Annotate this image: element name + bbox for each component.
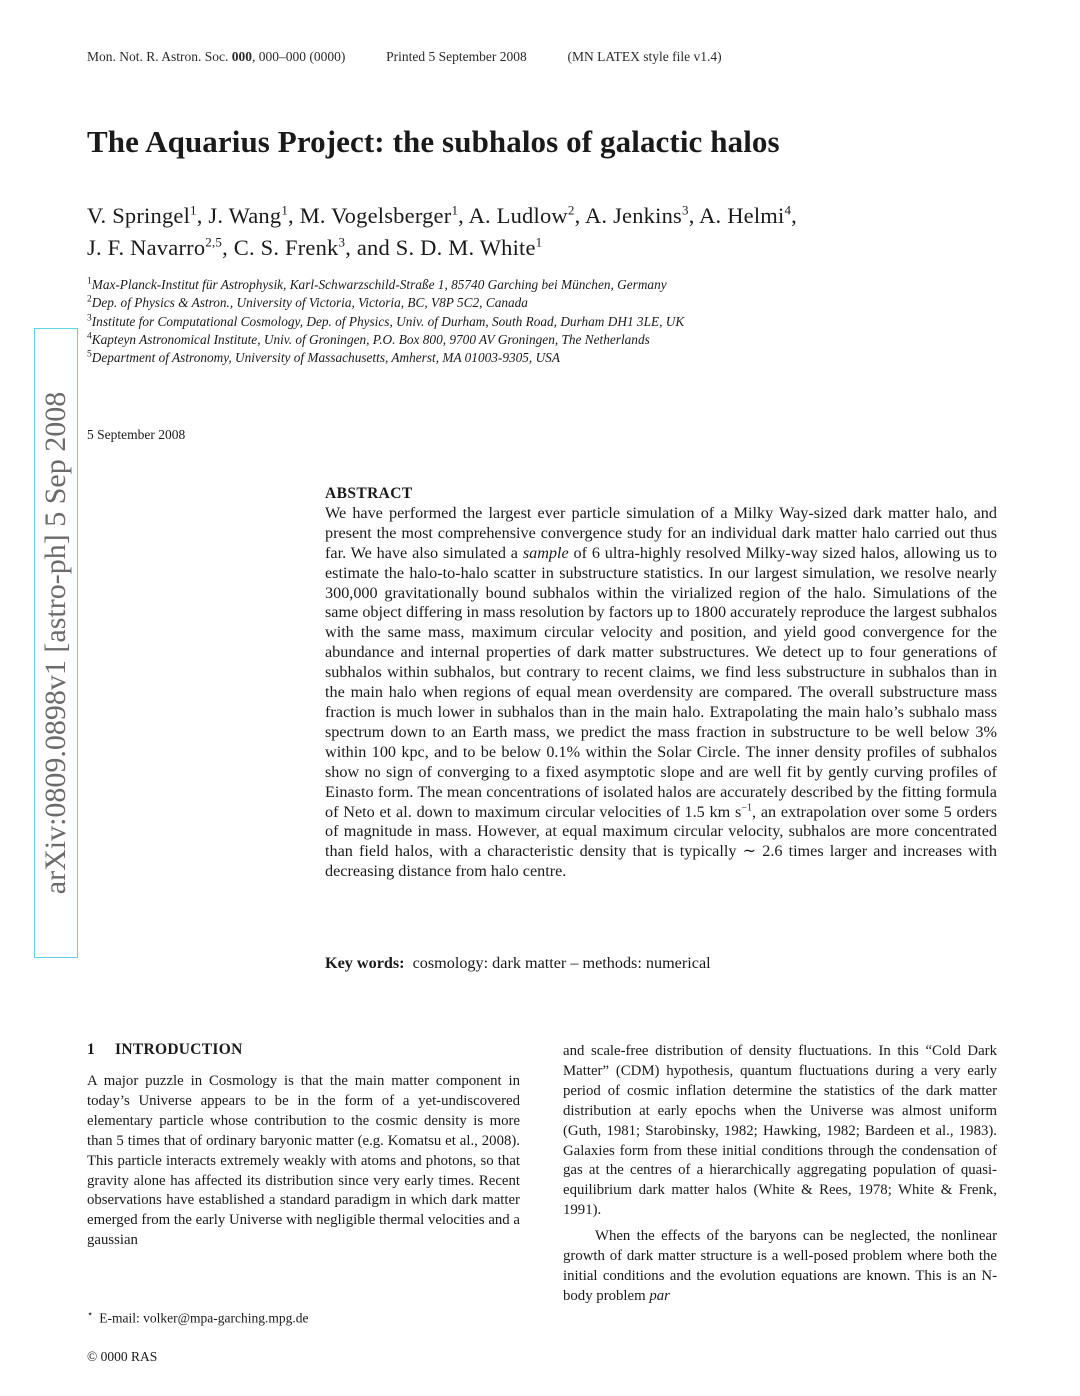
affiliation: $^2$Dep. of Physics & Astron., University of Victoria, Victoria, BC, V8P 5C2, Canada — [87, 294, 528, 311]
affiliation: $^3$Institute for Computational Cosmology, Dep. of Physics, Univ. of Durham, South Road, Durham DH1 3LE, UK — [87, 313, 685, 329]
section-heading — [87, 1041, 243, 1059]
footnote — [87, 1309, 309, 1327]
footnote-mark: ⋆ — [87, 1309, 94, 1320]
keywords-label: Key words: — [325, 954, 405, 972]
section-number: 1 — [87, 1041, 96, 1058]
affiliation: $^1$Max-Planck-Institut für Astrophysik, Karl-Schwarzschild-Straße 1, 85740 Garching bei München, Germany — [87, 276, 667, 292]
copyright: © 0000 RAS — [87, 1349, 158, 1364]
arxiv-stamp — [34, 328, 78, 958]
author-list — [87, 200, 1022, 264]
printed-date: Printed 5 September 2008 — [386, 49, 527, 64]
author: V. Springel$^1$, — [87, 202, 209, 228]
abstract-heading: ABSTRACT — [325, 485, 413, 502]
affiliation: $^5$Department of Astronomy, University of Massachusetts, Amherst, MA 01003-9305, USA — [87, 349, 560, 366]
author: A. Helmi$^4$, — [699, 202, 797, 228]
journal-pages: , 000–000 (0000) — [252, 49, 346, 64]
paper-title: The Aquarius Project: the subhalos of galactic halos — [87, 124, 780, 159]
intro-column-left — [87, 1072, 520, 1251]
author: M. Vogelsberger$^1$, — [299, 202, 469, 228]
journal-volume: 000 — [231, 49, 253, 64]
author: J. Wang$^1$, — [208, 202, 300, 228]
intro-paragraph: and scale-free distribution of density fluctuations. In this “Cold Dark Matter” (CDM) hypothesis, quantum fluctuations during a very early period of cosmic inflation determine the statistics of the dark matter distribution at early epochs when the Universe was almost uniform (Guth, 1981; Starobinsky, 1982; Hawking, 1982; Bardeen et al., 1983). Galaxies form from these initial conditions through the condensation of gas at the centres of a hierarchically aggregating population of quasi-equilibrium dark matter halos (White & Rees, 1978; White & Frenk, 1991). — [563, 1043, 997, 1219]
keywords-text: cosmology: dark matter – methods: numerical — [412, 954, 711, 972]
paper-date: 5 September 2008 — [87, 427, 186, 442]
style-file: (MN LATEX style file v1.4) — [567, 49, 722, 64]
intro-paragraph: When the effects of the baryons can be neglected, the nonlinear growth of dark matter structure is a well-posed problem where both the initial conditions and the evolution equations are known. This is an N-body problem par — [563, 1228, 997, 1304]
abstract — [325, 484, 997, 882]
author: J. F. Navarro$^{2,5}$, — [87, 234, 234, 260]
affiliation: $^4$Kapteyn Astronomical Institute, Univ. of Groningen, P.O. Box 800, 9700 AV Groningen, The Netherlands — [87, 331, 650, 347]
journal-name: Mon. Not. R. Astron. Soc. — [87, 49, 229, 64]
affiliation-list — [87, 276, 684, 367]
abstract-text: We have performed the largest ever particle simulation of a Milky Way-sized dark matter halo, and present the most comprehensive convergence study for an individual dark matter halo carried out thus far. We have also simulated a sample of 6 ultra-highly resolved Milky-way sized halos, allowing us to estimate the halo-to-halo scatter in substructure statistics. In our largest simulation, we resolve nearly 300,000 gravitationally bound subhalos within the virialized region of the halo. Simulations of the same object differing in mass resolution by factors up to 1800 accurately reproduce the largest subhalos with the same mass, maximum circular velocity and position, and yield good convergence for the abundance and internal properties of dark matter substructures. We detect up to four generations of subhalos within subhalos, but contrary to recent claims, we find less substructure in subhalos than in the main halo when regions of equal mean overdensity are compared. The overall substructure mass fraction is much lower in subhalos than in the main halo. Extrapolating the main halo’s subhalo mass spectrum down to an Earth mass, we predict the mass fraction in substructure to be well below 3% within 100 kpc, and to be below 0.1% within the Solar Circle. The inner density profiles of subhalos show no sign of converging to a fixed asymptotic slope and are well fit by gently curving profiles of Einasto form. The mean concentrations of isolated halos are accurately described by the fitting formula of Neto et al. down to maximum circular velocities of 1.5 km $s^{-1}$, an extrapolation over some 5 orders of magnitude in mass. However, at equal maximum circular velocity, subhalos are more concentrated than field halos, with a characteristic density that is typically ∼ 2.6 times larger and increases with decreasing distance from halo centre. — [325, 503, 997, 881]
author: A. Ludlow$^2$, — [468, 202, 585, 228]
intro-column-right — [563, 1042, 997, 1307]
author: S. D. M. White$^1$ — [395, 234, 543, 260]
author: C. S. Frenk$^3$, and — [233, 234, 396, 260]
intro-paragraph: A major puzzle in Cosmology is that the main matter component in today’s Universe appears to be in the form of a yet-undiscovered elementary particle whose contribution to the cosmic density is more than 5 times that of ordinary baryonic matter (e.g. Komatsu et al., 2008). This particle interacts extremely weakly with atoms and photons, so that gravity alone has affected its distribution since very early times. Recent observations have established a standard paradigm in which dark matter emerged from the early Universe with negligible thermal velocities and a gaussian — [87, 1073, 520, 1249]
section-title: INTRODUCTION — [115, 1041, 243, 1058]
footnote-email: E-mail: volker@mpa-garching.mpg.de — [99, 1310, 309, 1326]
keywords — [325, 954, 711, 973]
arxiv-stamp-text: arXiv:0809.0898v1 [astro-ph] 5 Sep 2008 — [39, 391, 72, 895]
running-header — [87, 49, 722, 65]
author: A. Jenkins$^3$, — [584, 202, 700, 228]
